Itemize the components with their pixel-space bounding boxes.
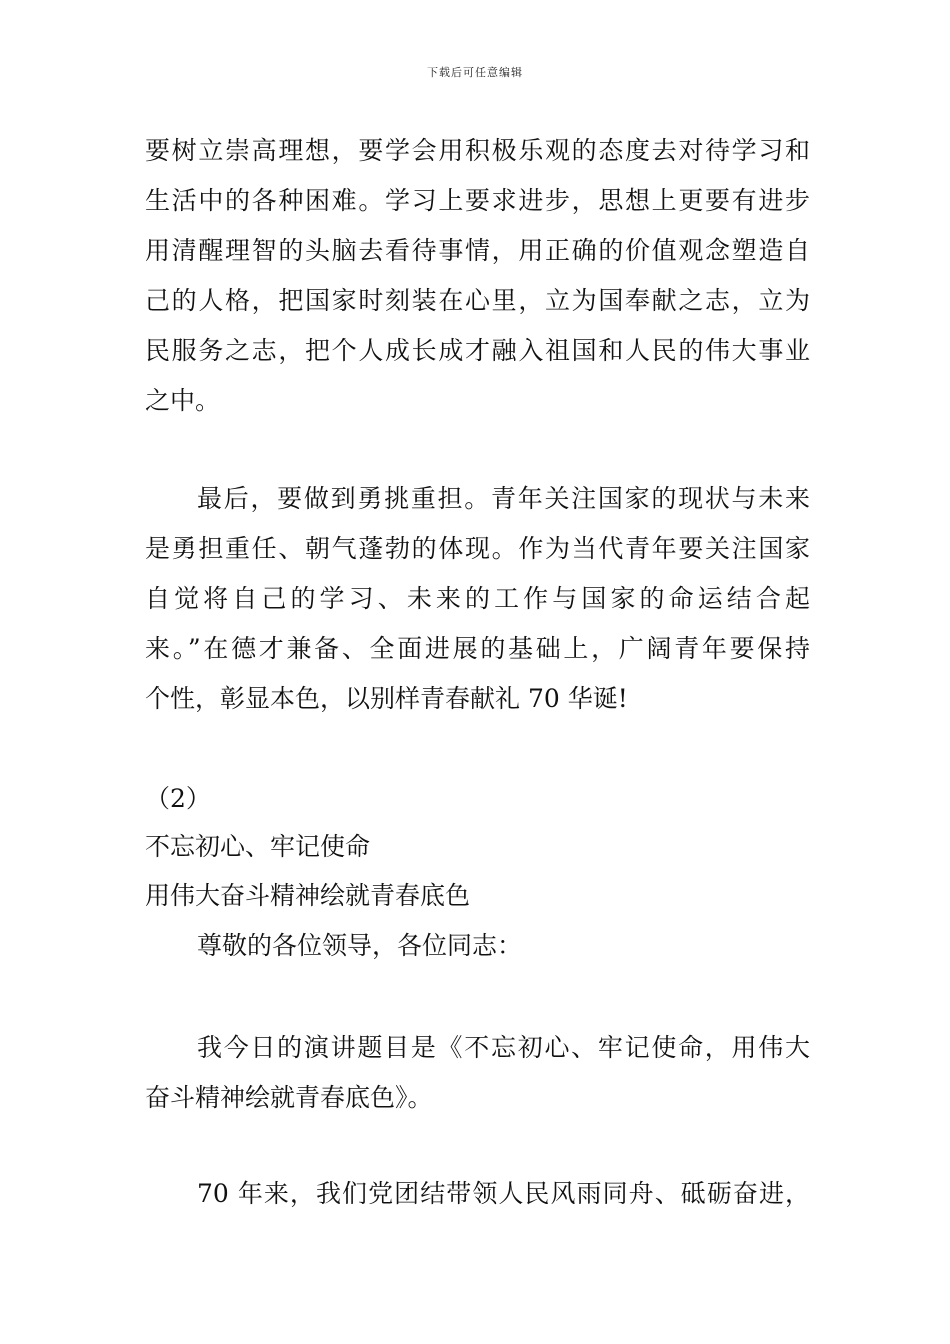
text-line: 要树立崇高理想，要学会用积极乐观的态度去对待学习和	[145, 136, 810, 165]
text-line: 70 年来，我们党团结带领人民风雨同舟、砥砺奋进，	[197, 1179, 810, 1208]
text-line: 用清醒理智的头脑去看待事情，用正确的价值观念塑造自	[145, 236, 810, 265]
text-line: 己的人格，把国家时刻装在心里，立为国奉献之志，立为	[145, 286, 810, 315]
text-line: 最后，要做到勇挑重担。青年关注国家的现状与未来	[197, 484, 810, 513]
paragraph-responsibility	[145, 474, 810, 724]
text-line: 生活中的各种困难。学习上要求进步，思想上更要有进步	[145, 186, 810, 215]
text-line: 来。”在德才兼备、全面进展的基础上，广阔青年要保持	[145, 634, 810, 663]
text-line: 之中。	[145, 386, 221, 415]
text-line: 个性，彰显本色，以别样青春献礼 70 华诞!	[145, 684, 628, 713]
text-line: 是勇担重任、朝气蓬勃的体现。作为当代青年要关注国家	[145, 534, 810, 563]
paragraph-ideals	[145, 126, 810, 426]
section-number: （2）	[145, 784, 211, 813]
text-line: 自觉将自己的学习、未来的工作与国家的命运结合起	[145, 584, 810, 613]
salutation: 尊敬的各位领导，各位同志：	[197, 931, 523, 960]
section-title-2: 用伟大奋斗精神绘就青春底色	[145, 881, 471, 910]
paragraph-70-years	[145, 1169, 810, 1219]
text-line: 奋斗精神绘就青春底色》。	[145, 1083, 433, 1112]
paragraph-topic	[145, 1023, 810, 1123]
page-header-note: 下载后可任意编辑	[427, 66, 523, 79]
section-title-1: 不忘初心、牢记使命	[145, 832, 371, 861]
text-line: 我今日的演讲题目是《不忘初心、牢记使命，用伟大	[197, 1033, 810, 1062]
text-line: 民服务之志，把个人成长成才融入祖国和人民的伟大事业	[145, 336, 810, 365]
